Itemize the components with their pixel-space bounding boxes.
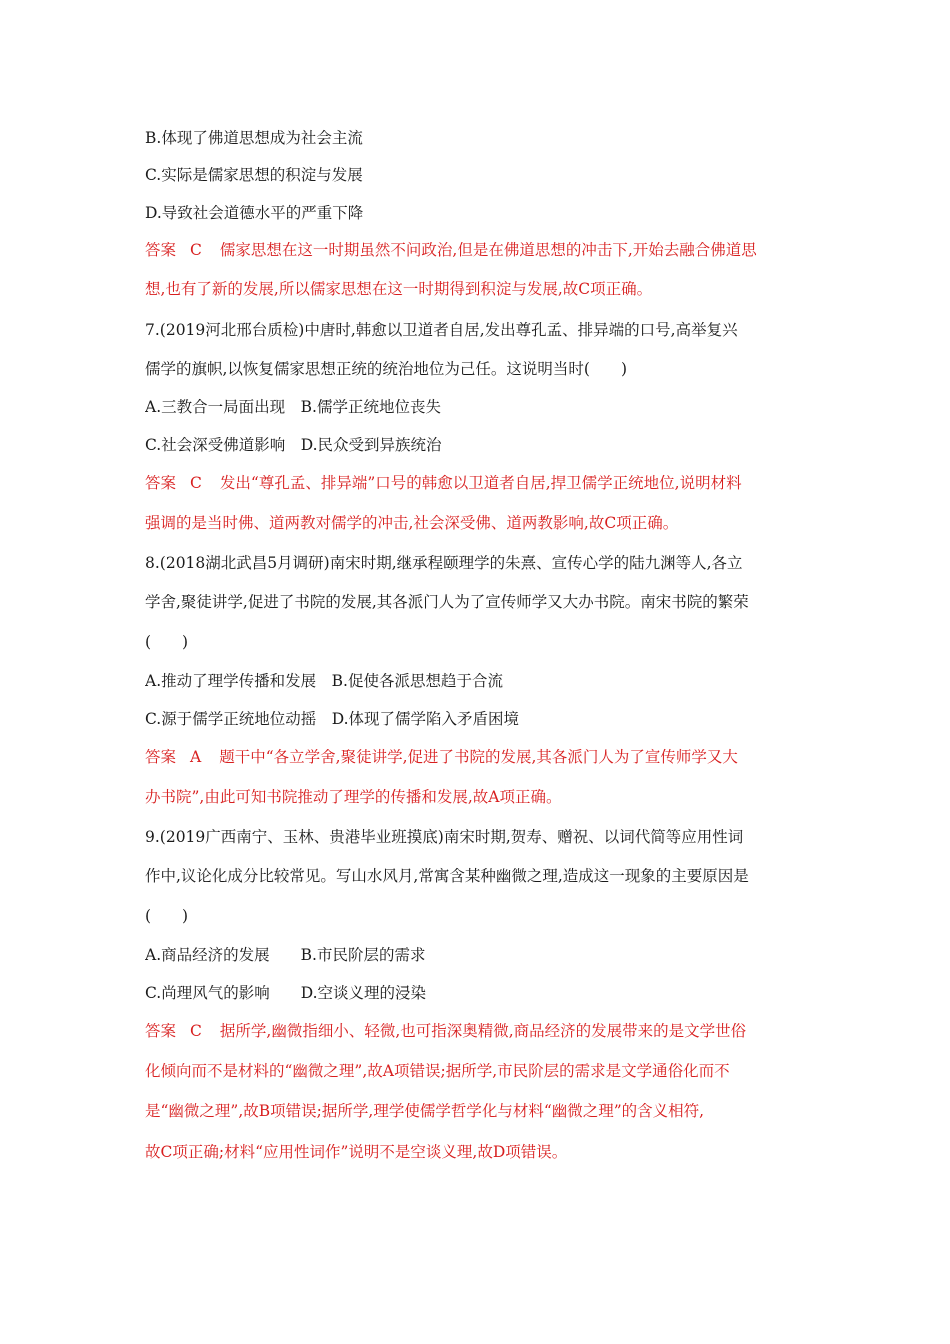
q8-stem-line-2: 学舍,聚徒讲学,促进了书院的发展,其各派门人为了宣传师学又大办书院。南宋书院的繁荣 (145, 593, 749, 611)
q7-options-cd: C.社会深受佛道影响 D.民众受到异族统治 (145, 436, 442, 454)
q9-options-cd: C.尚理风气的影响 D.空谈义理的浸染 (145, 984, 427, 1002)
q9-answer-line-2: 化倾向而不是材料的“幽微之理”,故A项错误;据所学,市民阶层的需求是文学通俗化而不 (145, 1062, 730, 1080)
q9-stem-line-1: 9.(2019广西南宁、玉林、贵港毕业班摸底)南宋时期,贺寿、赠祝、以词代简等应用性词 (145, 828, 744, 846)
q6-answer-text-1: 儒家思想在这一时期虽然不问政治,但是在佛道思想的冲击下,开始去融合佛道思 (219, 241, 757, 259)
q9-answer-text-1: 据所学,幽微指细小、轻微,也可指深奥精微,商品经济的发展带来的是文学世俗 (219, 1022, 747, 1040)
q8-answer-text-1: 题干中“各立学舍,聚徒讲学,促进了书院的发展,其各派门人为了宣传师学又大 (219, 748, 738, 766)
q7-answer-text-1: 发出“尊孔孟、排异端”口号的韩愈以卫道者自居,捍卫儒学正统地位,说明材料 (219, 474, 742, 492)
q8-answer-line-1 (145, 747, 815, 767)
q9-stem-line-3: ( ) (145, 907, 189, 925)
q8-stem-line-1: 8.(2018湖北武昌5月调研)南宋时期,继承程颐理学的朱熹、宣传心学的陆九渊等人,各立 (145, 554, 743, 572)
q8-stem-line-3: ( ) (145, 633, 189, 651)
q9-answer-line-4: 故C项正确;材料“应用性词作”说明不是空谈义理,故D项错误。 (145, 1143, 568, 1161)
q7-options-ab: A.三教合一局面出现 B.儒学正统地位丧失 (145, 398, 441, 416)
q7-stem-line-2: 儒学的旗帜,以恢复儒家思想正统的统治地位为己任。这说明当时( ) (145, 360, 628, 378)
q6-answer-line-2: 想,也有了新的发展,所以儒家思想在这一时期得到积淀与发展,故C项正确。 (145, 280, 653, 298)
q6-answer-letter: C (190, 241, 202, 259)
q9-answer-label: 答案 (145, 1022, 177, 1040)
q8-options-ab: A.推动了理学传播和发展 B.促使各派思想趋于合流 (145, 672, 503, 690)
q9-answer-line-1 (145, 1021, 815, 1041)
q7-answer-letter: C (190, 474, 202, 492)
q6-option-c: C.实际是儒家思想的积淀与发展 (145, 166, 363, 184)
q6-answer-line-1 (145, 240, 815, 260)
q8-answer-label: 答案 (145, 748, 177, 766)
q8-answer-line-2: 办书院”,由此可知书院推动了理学的传播和发展,故A项正确。 (145, 788, 562, 806)
q8-answer-letter: A (190, 748, 202, 766)
q7-answer-line-2: 强调的是当时佛、道两教对儒学的冲击,社会深受佛、道两教影响,故C项正确。 (145, 514, 679, 532)
q9-answer-letter: C (190, 1022, 202, 1040)
q7-answer-label: 答案 (145, 474, 177, 492)
q6-answer-label: 答案 (145, 241, 177, 259)
q8-options-cd: C.源于儒学正统地位动摇 D.体现了儒学陷入矛盾困境 (145, 710, 520, 728)
q6-option-b: B.体现了佛道思想成为社会主流 (145, 129, 363, 147)
q9-answer-line-3: 是“幽微之理”,故B项错误;据所学,理学使儒学哲学化与材料“幽微之理”的含义相符, (145, 1102, 705, 1120)
q9-stem-line-2: 作中,议论化成分比较常见。写山水风月,常寓含某种幽微之理,造成这一现象的主要原因是 (145, 867, 749, 885)
q6-option-d: D.导致社会道德水平的严重下降 (145, 204, 364, 222)
q7-answer-line-1 (145, 473, 815, 493)
q7-stem-line-1: 7.(2019河北邢台质检)中唐时,韩愈以卫道者自居,发出尊孔孟、排异端的口号,高举复兴 (145, 321, 738, 339)
q9-options-ab: A.商品经济的发展 B.市民阶层的需求 (145, 946, 426, 964)
